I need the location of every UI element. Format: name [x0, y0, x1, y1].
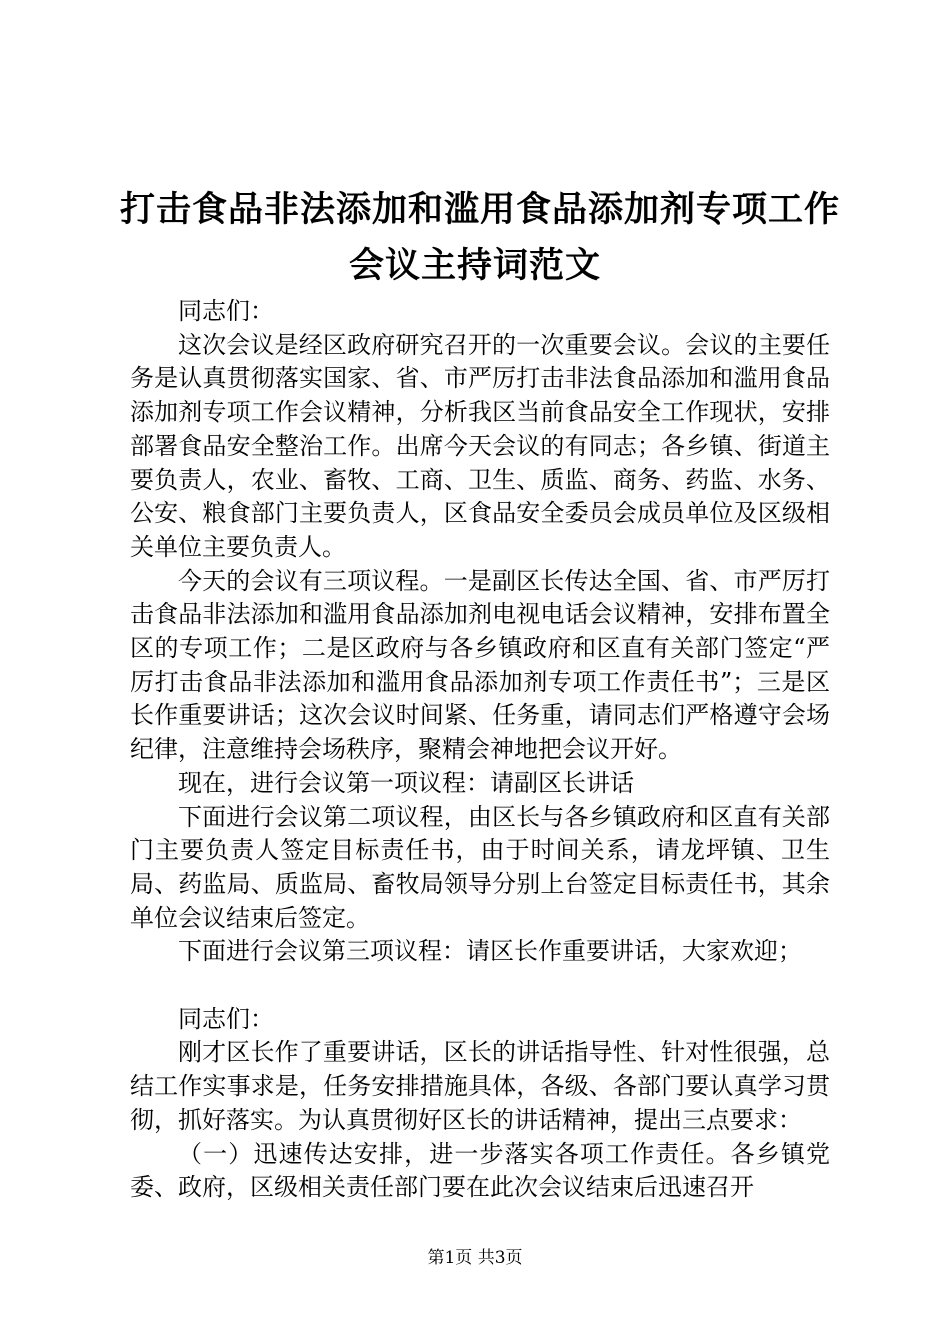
salutation: 同志们： [178, 297, 274, 325]
body-paragraph: （一）迅速传达安排，进一步落实各项工作责任。各乡镇党委、政府，区级相关责任部门要在此次会议结束后迅速召开 [130, 1139, 830, 1202]
body-paragraph: 下面进行会议第三项议程：请区长作重要讲话，大家欢迎； [178, 937, 802, 966]
document-body [130, 295, 830, 1205]
body-paragraph: 刚才区长作了重要讲话，区长的讲话指导性、针对性很强，总结工作实事求是，任务安排措施具体，各级、各部门要认真学习贯彻，抓好落实。为认真贯彻好区长的讲话精神，提出三点要求： [130, 1038, 830, 1134]
document-title-line-2: 会议主持词范文 [348, 245, 601, 286]
body-paragraph: 这次会议是经区政府研究召开的一次重要会议。会议的主要任务是认真贯彻落实国家、省、市严厉打击非法食品添加和滥用食品添加剂专项工作会议精神，分析我区当前食品安全工作现状，安排部署食品安全整治工作。出席今天会议的有同志；各乡镇、街道主要负责人，农业、畜牧、工商、卫生、质监、商务、药监、水务、公安、粮食部门主要负责人，区食品安全委员会成员单位及区级相关单位主要负责人。 [130, 330, 830, 561]
document-title-line-1: 打击食品非法添加和滥用食品添加剂专项工作 [120, 189, 841, 230]
paragraph-spacer [130, 969, 830, 1003]
body-paragraph: 现在，进行会议第一项议程：请副区长讲话 [178, 768, 634, 797]
page-footer: 第1页 共3页 [427, 1248, 523, 1268]
salutation: 同志们： [178, 1004, 274, 1033]
body-paragraph: 今天的会议有三项议程。一是副区长传达全国、省、市严厉打击食品非法添加和滥用食品添加剂电视电话会议精神，安排布置全区的专项工作；二是区政府与各乡镇政府和区直有关部门签定“严厉打击食品非法添加和滥用食品添加剂专项工作责任书”；三是区长作重要讲话；这次会议时间紧、任务重，请同志们严格遵守会场纪律，注意维持会场秩序，聚精会神地把会议开好。 [130, 566, 830, 764]
body-paragraph: 下面进行会议第二项议程，由区长与各乡镇政府和区直有关部门主要负责人签定目标责任书，由于时间关系，请龙坪镇、卫生局、药监局、质监局、畜牧局领导分别上台签定目标责任书，其余单位会议结束后签定。 [130, 802, 830, 932]
